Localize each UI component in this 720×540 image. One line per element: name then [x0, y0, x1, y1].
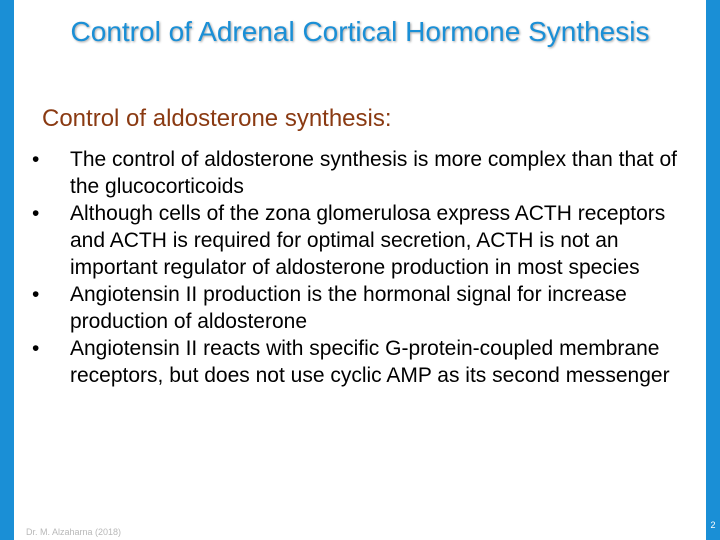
slide-subtitle: Control of aldosterone synthesis: [42, 105, 392, 132]
bullet-item [22, 146, 692, 200]
bullet-item [22, 200, 692, 281]
footer-author: Dr. M. Alzaharna (2018) [26, 527, 122, 537]
slide-title: Control of Adrenal Cortical Hormone Synthesis [70, 16, 650, 47]
bullet-dot-icon: • [32, 148, 40, 171]
bullet-dot-icon: • [32, 283, 40, 306]
bullet-list [22, 146, 692, 389]
bullet-item [22, 335, 692, 389]
right-accent-bar [706, 0, 720, 540]
bullet-text: The control of aldosterone synthesis is more complex than that of the glucocorticoids [70, 148, 677, 198]
bullet-dot-icon: • [32, 202, 40, 225]
bullet-dot-icon: • [32, 337, 40, 360]
page-number: 2 [710, 520, 716, 530]
bullet-text: Although cells of the zona glomerulosa express ACTH receptors and ACTH is required for optimal secretion, ACTH is not an important regulator of aldosterone production in most species [70, 202, 666, 279]
left-accent-bar [0, 0, 14, 540]
bullet-text: Angiotensin II reacts with specific G-protein-coupled membrane receptors, but does not use cyclic AMP as its second messenger [70, 337, 670, 387]
bullet-item [22, 281, 692, 335]
bullet-text: Angiotensin II production is the hormonal signal for increase production of aldosterone [70, 283, 627, 333]
